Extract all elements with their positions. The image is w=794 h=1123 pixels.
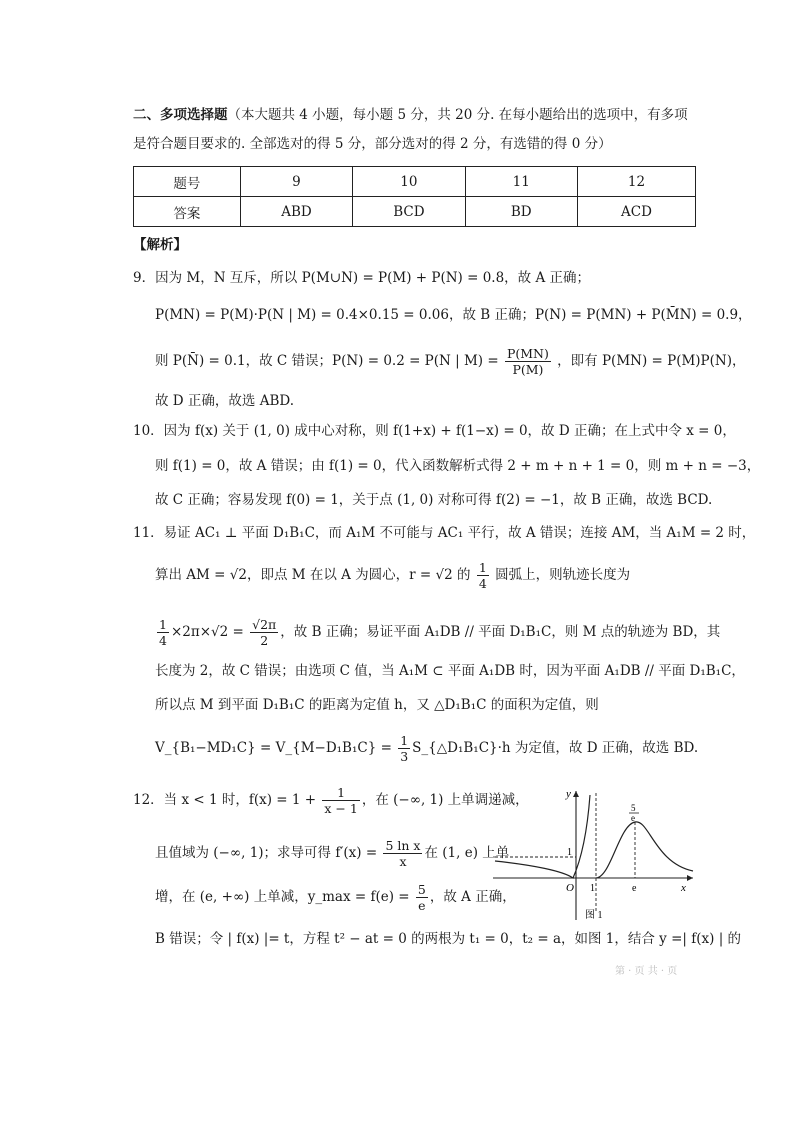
q11-quarter-fraction: $\frac{1}{4}$ [478,560,487,591]
q12-fraction-1: $\frac{1}{x - 1}$ [324,785,358,816]
q11-third-fraction: $\frac{1}{3}$ [400,733,409,764]
q10-line1: 10．因为 f(x) 关于 (1, 0) 成中心对称，则 f(1+x) + f(1−x) = 0，故 D 正确；在上式中令 x = 0， [133,423,736,439]
q11-line1: 11．易证 AC₁ ⊥ 平面 D₁B₁C，而 A₁M 不可能与 AC₁ 平行，故 A 错误；连接 AM，当 A₁M = 2 时， [133,525,756,541]
q11-line5: 所以点 M 到平面 D₁B₁C 的距离为定值 h，又 △D₁B₁C 的面积为定值，则 [155,697,599,713]
figure-1-graph [493,785,703,925]
page-footer: 第 · 页 共 · 页 [615,966,678,977]
y-one-label: 1 [567,847,572,858]
table-cell: 11 [465,167,577,197]
curve-right-branch [596,822,693,878]
peak-numerator: 5 [631,803,636,813]
y-axis-label: y [566,788,571,800]
q9-fraction: $\frac{P(MN)}{P(M)}$ [506,346,549,377]
analysis-label: 【解析】 [133,237,187,253]
table-cell: BD [465,197,577,227]
x-one-label: 1 [590,883,595,894]
origin-label: O [566,882,574,894]
table-cell: ACD [577,197,695,227]
y-axis-arrow [573,791,579,797]
x-axis-arrow [687,875,693,881]
q11-line3: $\frac{1}{4}$ ×2π×√2 = $\frac{√2\pi}{2}$ ，故 B 正确；易证平面 A₁DB // 平面 D₁B₁C，则 M 点的轨迹为 BD，其 [159,617,721,648]
x-e-label: e [632,883,637,894]
q10-line2: 则 f(1) = 0，故 A 错误；由 f(1) = 0，代入函数解析式得 2 + m + n + 1 = 0，则 m + n = −3， [155,458,761,474]
table-cell: 题号 [134,167,241,197]
q11-line4: 长度为 2，故 C 错误；由选项 C 值，当 A₁M ⊂ 平面 A₁DB 时，因为平面 A₁DB // 平面 D₁B₁C， [155,663,745,679]
table-cell: 答案 [134,197,241,227]
q12-fraction-2: $\frac{\text{5 ln x}}{x}$ [385,838,421,869]
q9-line2: P(MN) = P(M)·P(N | M) = 0.4×0.15 = 0.06，故 B 正确；P(N) = P(MN) + P(M̄N) = 0.9， [155,307,752,323]
section-intro-line1: 二、多项选择题（本大题共 4 小题，每小题 5 分，共 20 分. 在每小题给出的选项中，有多项 [133,107,688,123]
q9-line1: 9．因为 M，N 互斥，所以 P(M∪N) = P(M) + P(N) = 0.8，故 A 正确； [133,270,591,286]
section-heading: 二、多项选择题 [133,107,228,123]
answer-table [133,166,696,227]
peak-denominator: e [631,813,635,823]
table-cell: 12 [577,167,695,197]
table-cell: ABD [240,197,352,227]
table-cell: 9 [240,167,352,197]
table-row [134,197,696,227]
figure-caption: 图 1 [585,910,603,921]
q9-line3: 则 P(N̄) = 0.1，故 C 错误；P(N) = 0.2 = P(N | M) = $\frac{P(MN)}{P(M)}$ ，即有 P(MN) = P(M)P(N)， [155,346,746,377]
section-intro-line2: 是符合题目要求的. 全部选对的得 5 分，部分选对的得 2 分，有选错的得 0 分） [133,136,612,152]
q9-line4: 故 D 正确，故选 ABD. [155,393,295,409]
x-axis-label: x [681,882,686,894]
q12-fraction-3: $\frac{5}{e}$ [417,882,426,913]
q11-fraction-b: $\frac{√2\pi}{2}$ [252,617,277,648]
q11-fraction-a: $\frac{1}{4}$ [159,617,167,648]
table-cell: 10 [353,167,465,197]
q12-line4: B 错误；令 | f(x) |= t，方程 t² − at = 0 的两根为 t₁ = 0，t₂ = a，如图 1，结合 y =| f(x) | 的 [155,931,742,947]
q11-line2: 算出 AM = √2，即点 M 在以 A 为圆心，r = √2 的 $\frac{1}{4}$ 圆弧上，则轨迹长度为 [155,560,631,591]
table-header-row [134,167,696,197]
table-cell: BCD [353,197,465,227]
q12-line3: 增，在 (e, +∞) 上单减，y_max = f(e) = $\frac{5}{e}$ ，故 A 正确， [155,882,516,913]
q12-line2: 且值域为 (−∞, 1)；求导可得 f′(x) = $\frac{\text{5 ln x}}{x}$ 在 (1, e) 上单 [155,838,510,869]
q10-line3: 故 C 正确；容易发现 f(0) = 1，关于点 (1, 0) 对称可得 f(2) = −1，故 B 正确，故选 BCD. [155,492,713,508]
q11-line6: V_{B₁−MD₁C} = V_{M−D₁B₁C} = $\frac{1}{3}$ S_{△D₁B₁C}·h 为定值，故 D 正确，故选 BD. [155,733,699,764]
q12-line1: 12．当 x < 1 时，f(x) = 1 + $\frac{1}{x - 1}$ ，在 (−∞, 1) 上单调递减， [133,785,529,816]
